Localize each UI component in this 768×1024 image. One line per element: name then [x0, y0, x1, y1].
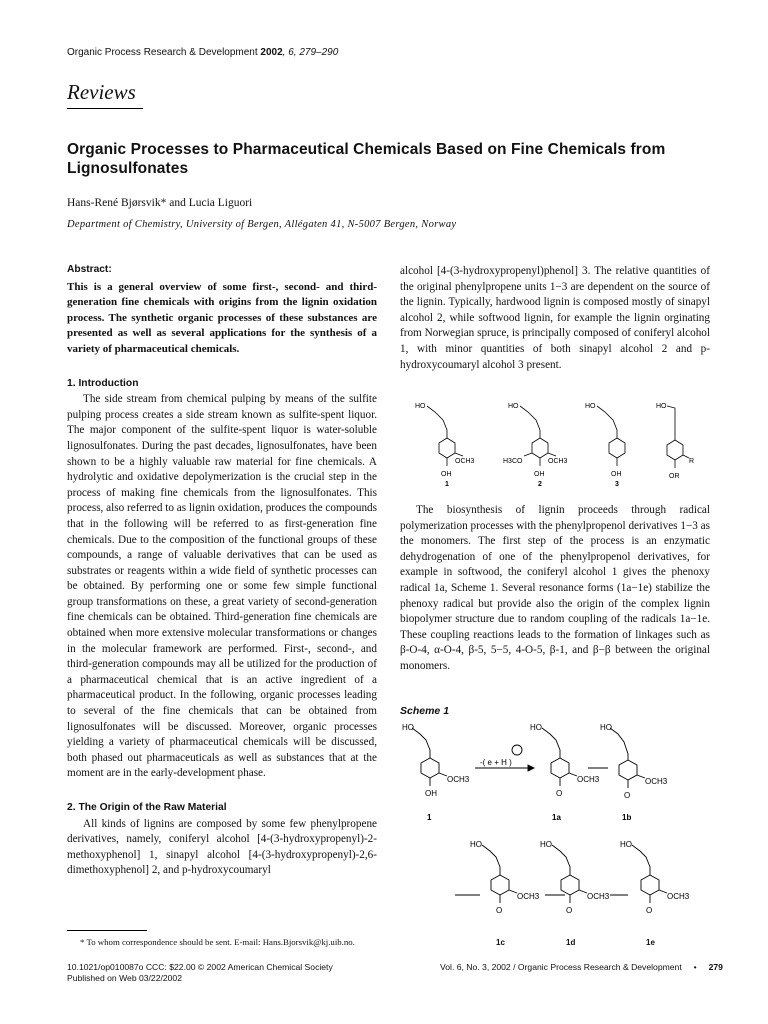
- correspondence-footnote: * To whom correspondence should be sent. E-mail: Hans.Bjorsvik@kj.uib.no.: [80, 937, 355, 947]
- r-label: R: [689, 458, 695, 465]
- scheme-label-1d-text: 1d: [566, 938, 576, 947]
- scheme-och3-1c: OCH3: [517, 892, 540, 901]
- issue-line: Vol. 6, No. 3, 2002 / Organic Process Research & Development: [440, 962, 682, 972]
- scheme-label-1b: 1b: [622, 813, 632, 822]
- abstract-text: This is a general overview of some first-, second- and third-generation fine chemicals with origins from the lignin oxidation process. The synthetic organic processes of these substances are presented as well as several applications for the synthesis of a variety of pharmaceutical chemicals.: [67, 280, 377, 355]
- scheme-ho-1: HO: [402, 723, 414, 732]
- footnote-rule: [67, 930, 147, 931]
- scheme-oh-1: OH: [425, 789, 437, 798]
- oh-label-3: OH: [611, 471, 622, 478]
- scheme-label-1e-text: 1e: [646, 938, 655, 947]
- scheme-och3-1e: OCH3: [667, 892, 690, 901]
- phenylpropene-structures: [405, 398, 705, 490]
- journal-citation: Organic Process Research & Development 2002, 6, 279–290: [67, 47, 339, 58]
- footer-bullet: •: [693, 962, 697, 972]
- authors: Hans-René Bjørsvik* and Lucia Liguori: [67, 197, 253, 209]
- scheme-label-1: 1: [427, 813, 432, 822]
- scheme-1-diagram: [400, 720, 710, 920]
- oh-label-1: OH: [441, 471, 452, 478]
- intro-paragraph: The side stream from chemical pulping by means of the sulfite pulping process creates a side stream known as sulfite-spent liquor. The major component of the sulfite-spent liquor is water-soluble lignosulfonates. During the past decades, lignosulfonates, have been shown to be a highly valuable raw material for fine chemicals. A hydrolytic and oxidative depolymerization is the crucial step in the process of making fine chemicals from the lignosulfonates. This process, also referred to as lignin oxidation, produces the compounds that in the following will be referred to as first-generation fine chemicals. Due to the composition of the functional groups of these compounds, a range of valuable derivatives that can be used as substrates or reagents within a wide field of synthetic processes can be obtained. By performing one or some few simple functional group transformations on these, a great variety of second-generation fine chemicals can be obtained. Third-generation fine chemicals are obtained when more extensive molecular transformations or changes in the molecular framework are performed. First-, second-, and third-generation compounds may all be utilized for the production of a pharmaceutical chemical that is an active ingredient of a pharmaceutical product. In the following, organic processes leading to several of the fine chemicals that can be obtained from lignosulfonates will be discussed. Moreover, organic processes yielding a variety of pharmaceutical chemicals will be discussed, both phased out pharmaceuticals as well as substances that at the moment are in the early-development phase.: [67, 393, 377, 780]
- scheme-o-1e: O: [646, 906, 653, 915]
- scheme-och3-1: OCH3: [447, 775, 470, 784]
- scheme-o-1a: O: [556, 789, 563, 798]
- affiliation: Department of Chemistry, University of Bergen, Allégaten 41, N-5007 Bergen, Norway: [67, 219, 457, 230]
- right-column-top: [400, 264, 710, 373]
- ho-label-2: HO: [508, 403, 519, 410]
- scheme-ho-1b: HO: [600, 723, 612, 732]
- scheme-ho-1a: HO: [530, 723, 542, 732]
- scheme-o-1b: O: [624, 791, 631, 800]
- scheme-o-1c: O: [496, 906, 503, 915]
- published-line: Published on Web 03/22/2002: [67, 972, 182, 983]
- h3co-label-2: H3CO: [503, 458, 523, 465]
- scheme-ho-1e: HO: [620, 840, 632, 849]
- doi-block: [67, 962, 333, 983]
- page-number: 279: [708, 962, 723, 972]
- scheme-label-1a: 1a: [552, 813, 561, 822]
- origin-paragraph: All kinds of lignins are composed by some few phenylpropene derivatives, namely, coniferyl alcohol [4-(3-hydroxypropenyl)-2-methoxyphenol] 1, sinapyl alcohol [4-(3-hydroxypropenyl)-2,6-dimethoxyphenol] 2, and p-hydroxycoumaryl: [67, 817, 377, 877]
- structure-label-1: 1: [445, 481, 449, 488]
- scheme-och3-1d: OCH3: [587, 892, 610, 901]
- ho-label-generic: HO: [656, 403, 667, 410]
- right-paragraph-2: The biosynthesis of lignin proceeds through radical polymerization processes with the phenylpropenol derivatives 1−3 as the monomers. The first step of the process is an enzymatic dehydrogenation of one of the phenylpropenol derivatives, for example in softwood, the coniferyl alcohol 1 gives the phenoxy radical 1a, Scheme 1. Several resonance forms (1a−1e) stabilize the phenoxy radical but provide also the origin of the complex lignin biopolymer structure due to random coupling of the radicals 1a−1e. These coupling reactions leads to the formation of linkages such as β-O-4, α-O-4, β-5, 5−5, 4-O-5, β-1, and β−β between the original monomers.: [400, 504, 710, 672]
- left-column: [67, 262, 377, 879]
- origin-heading: 2. The Origin of the Raw Material: [67, 802, 227, 813]
- och3-label-2: OCH3: [548, 458, 568, 465]
- intro-heading: 1. Introduction: [67, 377, 139, 389]
- scheme-label: Scheme 1: [400, 705, 450, 717]
- structure-label-3: 3: [615, 481, 619, 488]
- abstract-label: Abstract:: [67, 264, 112, 275]
- scheme-och3-1b: OCH3: [645, 777, 668, 786]
- doi-line: 10.1021/op010087o CCC: $22.00 © 2002 American Chemical Society: [67, 962, 333, 972]
- ho-label-3: HO: [585, 403, 596, 410]
- right-column-middle: [400, 503, 710, 675]
- section-rule: [67, 108, 143, 109]
- scheme-reagent: -( e + H ): [480, 758, 512, 767]
- or-label: OR: [669, 473, 680, 480]
- issue-block: [440, 962, 723, 972]
- section-heading: Reviews: [67, 80, 136, 104]
- scheme-label-1c-text: 1c: [496, 938, 505, 947]
- ho-label-1: HO: [415, 403, 426, 410]
- och3-label-1: OCH3: [455, 458, 475, 465]
- structure-label-2: 2: [538, 481, 542, 488]
- oh-label-2: OH: [534, 471, 545, 478]
- right-paragraph-1: alcohol [4-(3-hydroxypropenyl)phenol] 3. The relative quantities of the original phenylpropene units 1−3 are dependent on the source of the lignin. Typically, hardwood lignin is composed mostly of sinapyl alcohol 2, while softwood lignin, for example the lignin orginating from Norwegian spruce, is principally composed of coniferyl alcohol 1, with minor quantities of both sinapyl alcohol 2 and p-hydroxycoumaryl alcohol 3 present.: [400, 265, 710, 371]
- scheme-o-1d: O: [566, 906, 573, 915]
- scheme-och3-1a: OCH3: [577, 775, 600, 784]
- article-title: Organic Processes to Pharmaceutical Chemicals Based on Fine Chemicals from Lignosulfonates: [67, 141, 666, 177]
- scheme-ho-1d: HO: [540, 840, 552, 849]
- scheme-ho-1c: HO: [470, 840, 482, 849]
